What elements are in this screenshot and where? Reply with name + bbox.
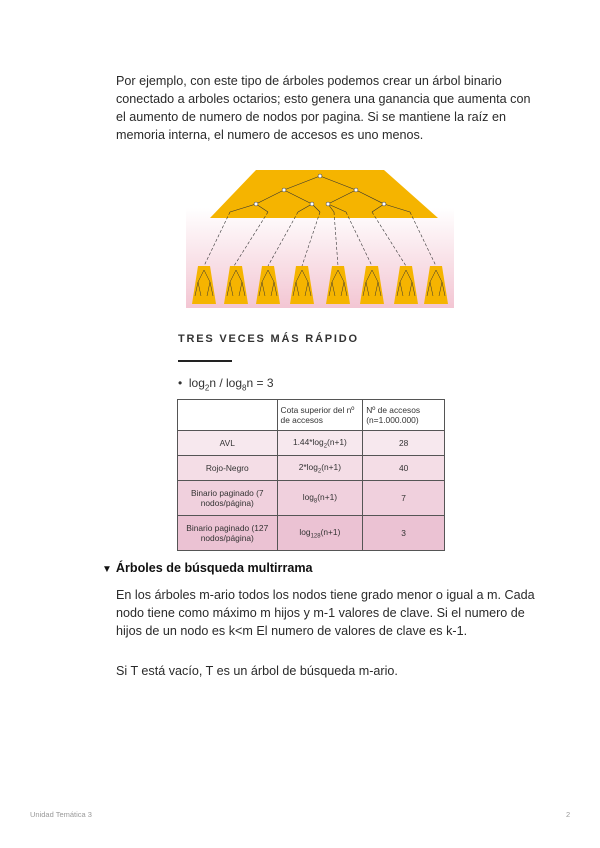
- formula-log1: log: [188, 376, 205, 390]
- table-header-row: [178, 400, 445, 431]
- section-title: Árboles de búsqueda multirrama: [115, 561, 313, 575]
- page-number: 2: [566, 810, 571, 819]
- table-row: [178, 481, 445, 516]
- comparison-table: [177, 399, 445, 551]
- formula-sub1: 2: [204, 383, 210, 393]
- collapse-triangle-icon[interactable]: ▼: [102, 564, 112, 575]
- table-cell-name: Rojo-Negro: [178, 456, 278, 481]
- table-cell-name: AVL: [178, 431, 278, 456]
- table-header-cell: [178, 400, 278, 431]
- formula-bullet: [178, 376, 274, 392]
- body-paragraph: Si T está vacío, T es un árbol de búsqueda m-ario.: [116, 664, 398, 678]
- table-cell-bound: $1.44*\log_2(n+1)$: [277, 431, 363, 456]
- slide-title-underline: [178, 360, 232, 362]
- root-page-trapezoid: [210, 170, 438, 218]
- footer-unit-label: Unidad Temática 3: [30, 810, 92, 819]
- formula-mid: n / log: [209, 376, 243, 390]
- body-paragraph: En los árboles m-ario todos los nodos tiene grado menor o igual a m. Cada nodo tiene como máximo m hijos y m-1 valores de clave. Si el numero de hijos de un nodo es k<m El numero de valores de clave es k-1.: [116, 588, 535, 638]
- table-cell-name: Binario paginado (7 nodos/página): [178, 481, 278, 516]
- table-cell-accesses: 7: [363, 481, 445, 516]
- table-row: [178, 516, 445, 551]
- intro-paragraph: Por ejemplo, con este tipo de árboles podemos crear un árbol binario conectado a arboles octarios; esto genera una ganancia que aumenta con el aumento de numero de nodos por pagina. Si se mantiene la raíz en memoria interna, el numero de accesos es uno menos.: [116, 74, 531, 142]
- bullet-dot: •: [178, 376, 189, 390]
- formula-end: n = 3: [246, 376, 274, 390]
- table-header-cell: Cota superior del nº de accesos: [277, 400, 363, 431]
- table-cell-bound: $\log_8(n+1)$: [277, 481, 363, 516]
- table-cell-name: Binario paginado (127 nodos/página): [178, 516, 278, 551]
- paged-tree-diagram: [186, 168, 454, 308]
- table-row: [178, 456, 445, 481]
- table-cell-accesses: 40: [363, 456, 445, 481]
- formula-sub2: 8: [242, 383, 247, 393]
- table-cell-accesses: 28: [363, 431, 445, 456]
- table-row: [178, 431, 445, 456]
- slide-title: TRES VECES MÁS RÁPIDO: [178, 333, 359, 345]
- table-cell-bound: $2*\log_2(n+1)$: [277, 456, 363, 481]
- section-toggle-heading[interactable]: [102, 561, 313, 575]
- table-cell-accesses: 3: [363, 516, 445, 551]
- table-cell-bound: $\log_{128}(n+1)$: [277, 516, 363, 551]
- table-header-cell: Nº de accesos (n=1.000.000): [363, 400, 445, 431]
